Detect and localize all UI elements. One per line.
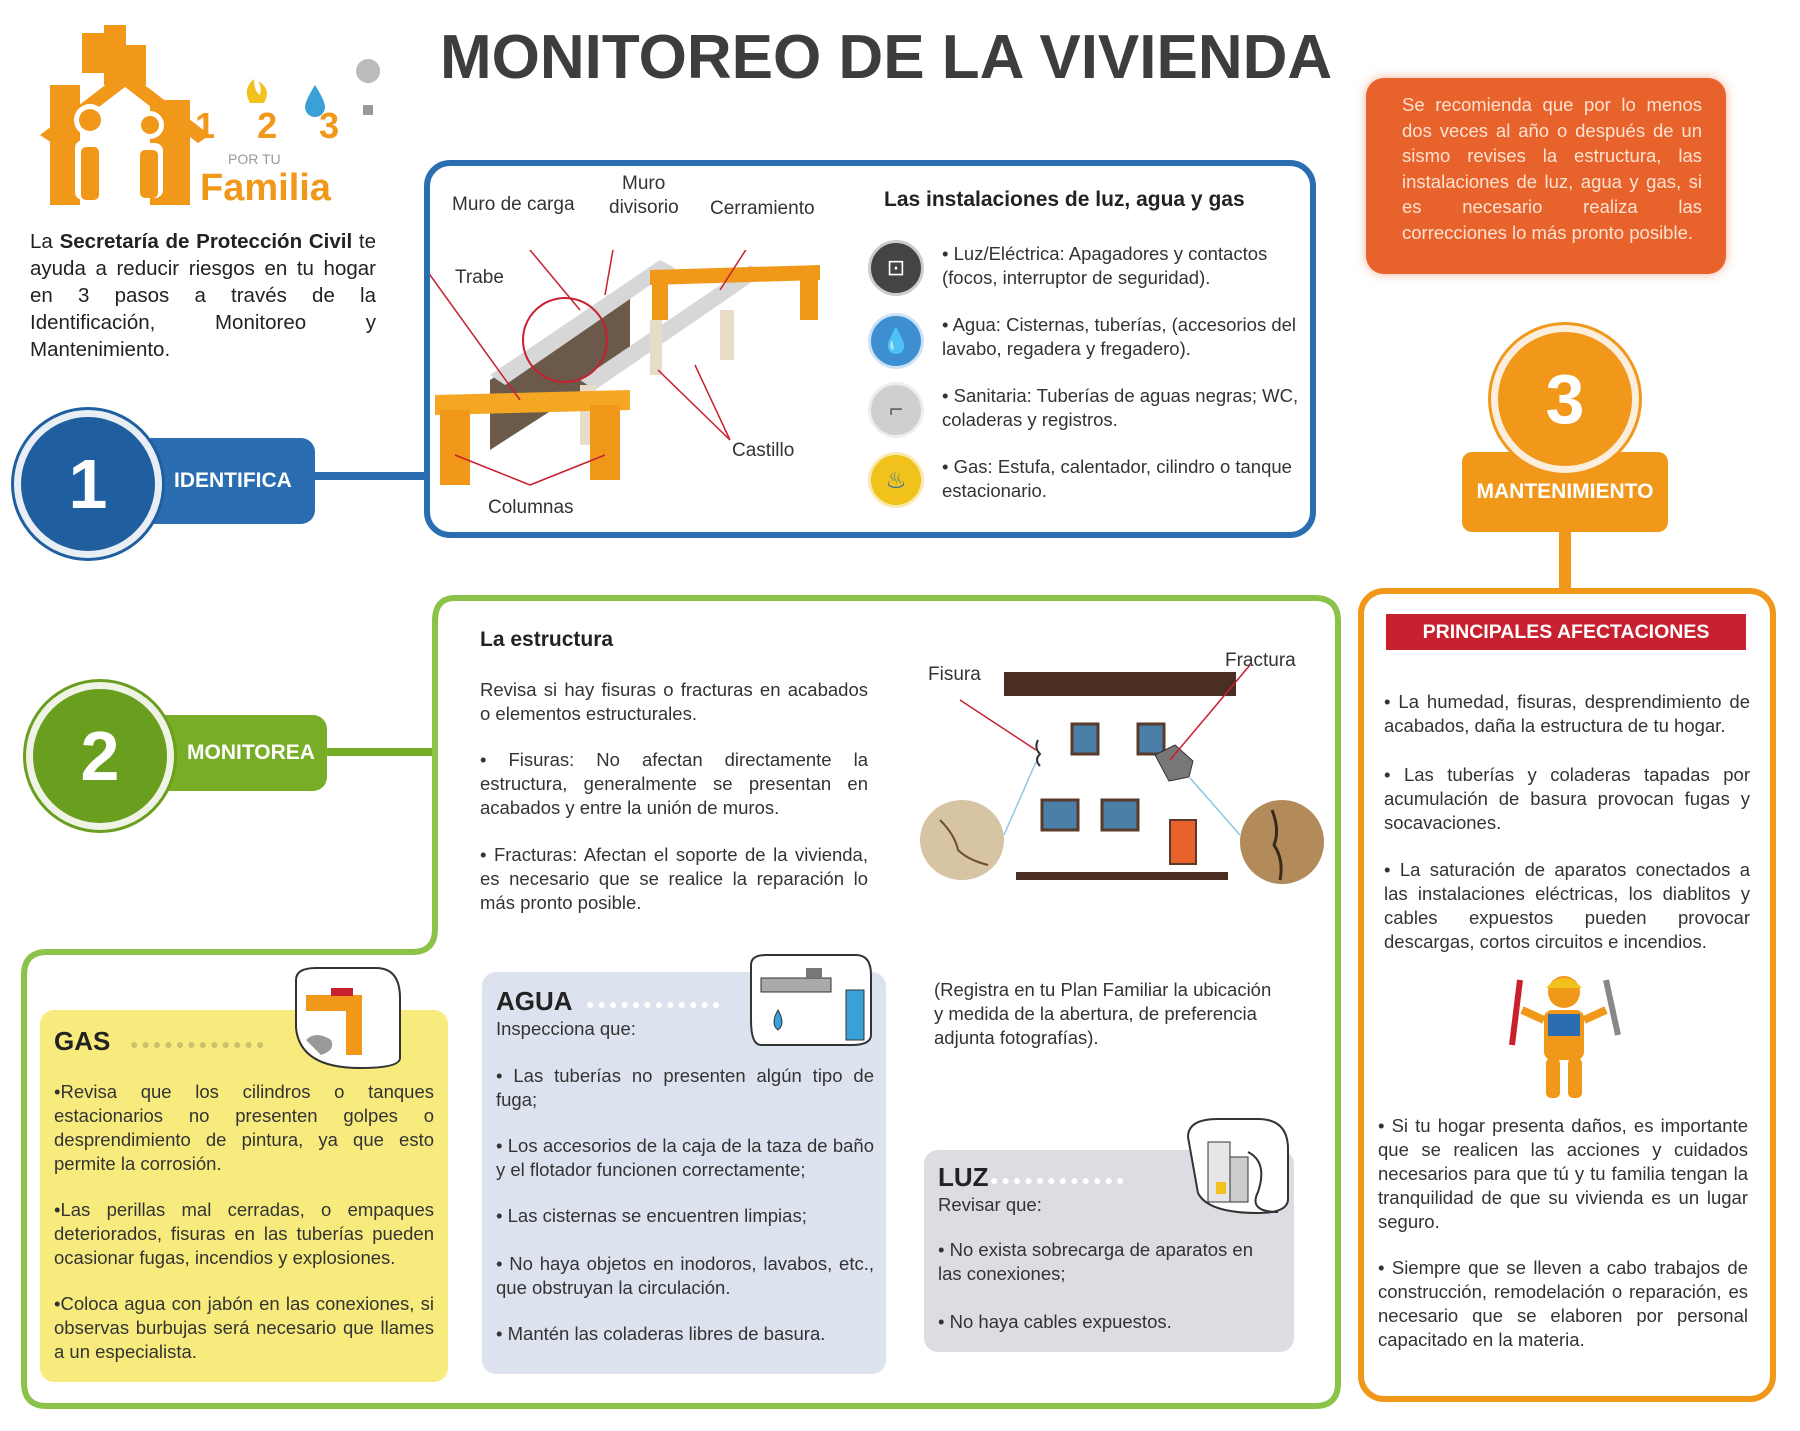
logo-number-2: 2 xyxy=(257,105,278,146)
step-1-circle: 1 xyxy=(14,410,162,558)
estructura-p3: • Fracturas: Afectan el soporte de la vivienda, es necesario que se realice la reparación lo más pronto posible. xyxy=(480,844,868,913)
logo-number-1: 1 xyxy=(195,105,216,146)
afectacion-2: • Las tuberías y coladeras tapadas por acumulación de basura provocan fugas y socavaciones. xyxy=(1384,764,1750,833)
label-columnas: Columnas xyxy=(488,497,574,518)
installation-electric: • Luz/Eléctrica: Apagadores y contactos (focos, interruptor de seguridad). xyxy=(942,243,1268,288)
agua-item-1: • Las tuberías no presenten algún tipo de fuga; xyxy=(496,1065,874,1110)
estructura-title: La estructura xyxy=(480,628,614,651)
label-cerramiento: Cerramiento xyxy=(710,198,815,219)
luz-dots: ●●●●●●●●●●●● xyxy=(990,1172,1128,1188)
label-muro-divisorio-2: divisorio xyxy=(609,197,679,218)
label-muro-carga: Muro de carga xyxy=(452,194,575,215)
installation-sanitary: • Sanitaria: Tuberías de aguas negras; WC, coladeras y registros. xyxy=(942,385,1299,430)
label-trabe: Trabe xyxy=(455,267,504,288)
luz-item-2: • No haya cables expuestos. xyxy=(938,1311,1172,1332)
gas-item-1: •Revisa que los cilindros o tanques estacionarios no presenten golpes o desprendimiento de pintura, ya que esto permite la corrosión. xyxy=(54,1081,434,1174)
installation-water: • Agua: Cisternas, tuberías, (accesorios del lavabo, regadera y fregadero). xyxy=(942,314,1297,359)
agua-item-2: • Los accesorios de la caja de la taza de baño y el flotador funcionen correctamente; xyxy=(496,1135,874,1180)
agua-item-3: • Las cisternas se encuentren limpias; xyxy=(496,1205,807,1226)
gas-flame-icon: ♨ xyxy=(868,452,924,508)
afectacion-3: • La saturación de aparatos conectados a las instalaciones eléctricas, los diablitos y cables expuestos pueden provocar descargas, cortos circuitos e incendios. xyxy=(1384,859,1750,952)
gas-item-2: •Las perillas mal cerradas, o empaques deteriorados, fisuras en las tuberías pueden ocasionar fugas, incendios y explosiones. xyxy=(54,1199,434,1268)
step-3-label: MANTENIMIENTO xyxy=(1476,480,1654,503)
registro-note: (Registra en tu Plan Familiar la ubicación y medida de la abertura, de preferencia adjunta fotografías). xyxy=(934,979,1272,1048)
step-1-tab xyxy=(150,438,315,524)
mantenimiento-note-1: • Si tu hogar presenta daños, es importante que se realicen las acciones y cuidados necesarios para que tú y tu familia tengan la tranquilidad de que su vivienda es un lugar seguro. xyxy=(1378,1115,1748,1232)
gas-item-3: •Coloca agua con jabón en las conexiones, si observas burbujas será necesario que llames a un especialista. xyxy=(54,1293,434,1362)
afectaciones-header: PRINCIPALES AFECTACIONES xyxy=(1386,614,1746,650)
water-drop-icon: 💧 xyxy=(868,313,924,369)
gas-title: GAS xyxy=(54,1026,111,1056)
power-strip-icon xyxy=(1178,1112,1298,1222)
recommendation-text: Se recomienda que por lo menos dos veces al año o después de un sismo revises la estructura, las instalaciones de luz, agua y gas, si es necesario realiza las correcciones lo más pronto posible. xyxy=(1402,94,1702,243)
electric-outlet-icon: ⊡ xyxy=(868,240,924,296)
house-facade-illustration xyxy=(920,660,1330,890)
agua-item-4: • No haya objetos en inodoros, lavabos, etc., que obstruyan la circulación. xyxy=(496,1253,874,1298)
estructura-p1: Revisa si hay fisuras o fracturas en acabados o elementos estructurales. xyxy=(480,679,868,724)
agua-item-5: • Mantén las coladeras libres de basura. xyxy=(496,1323,826,1344)
intro-bold: Secretaría de Protección Civil xyxy=(59,230,353,253)
pipe-icon: ⌐ xyxy=(868,382,924,438)
step-2-circle: 2 xyxy=(26,682,174,830)
logo-familia: Familia xyxy=(200,167,331,209)
label-muro-divisorio-1: Muro xyxy=(622,173,666,194)
label-fisura: Fisura xyxy=(928,664,981,685)
worker-icon xyxy=(1500,970,1630,1105)
page-title: MONITOREO DE LA VIVIENDA xyxy=(440,23,1333,92)
logo-por-tu: POR TU xyxy=(228,151,281,167)
label-fractura: Fractura xyxy=(1225,650,1296,671)
luz-title: LUZ xyxy=(938,1162,989,1192)
intro-part-2: te ayuda a reducir riesgos en tu hogar en 3 pasos a través de la Identificación, Monitoreo y Mantenimiento. xyxy=(30,230,377,361)
installations-title: Las instalaciones de luz, agua y gas xyxy=(884,188,1245,211)
afectacion-1: • La humedad, fisuras, desprendimiento de acabados, daña la estructura de tu hogar. xyxy=(1384,691,1750,736)
luz-subtitle: Revisar que: xyxy=(938,1194,1042,1215)
label-castillo: Castillo xyxy=(732,440,795,461)
logo-number-3: 3 xyxy=(319,105,340,146)
step-3-circle: 3 xyxy=(1491,325,1639,473)
faucet-icon xyxy=(746,950,876,1050)
step-1-label: IDENTIFICA xyxy=(174,469,292,492)
gas-dots: ●●●●●●●●●●●● xyxy=(130,1036,268,1052)
estructura-p2: • Fisuras: No afectan directamente la estructura, generalmente se presentan en acabados y entre la unión de muros. xyxy=(480,749,868,818)
agua-dots: ●●●●●●●●●●●● xyxy=(586,996,724,1012)
gas-pipe-icon xyxy=(286,960,406,1070)
agua-title: AGUA xyxy=(496,986,573,1016)
step-2-label: MONITOREA xyxy=(187,741,315,764)
agua-subtitle: Inspecciona que: xyxy=(496,1018,636,1039)
intro-part-1: La xyxy=(30,230,60,253)
luz-item-1: • No exista sobrecarga de aparatos en las conexiones; xyxy=(938,1239,1253,1284)
mantenimiento-note-2: • Siempre que se lleven a cabo trabajos de construcción, remodelación o reparación, es necesario que se elaboren por personal capacitado en la materia. xyxy=(1378,1257,1748,1350)
installation-gas: • Gas: Estufa, calentador, cilindro o tanque estacionario. xyxy=(942,456,1292,501)
step-2-tab xyxy=(165,715,327,791)
